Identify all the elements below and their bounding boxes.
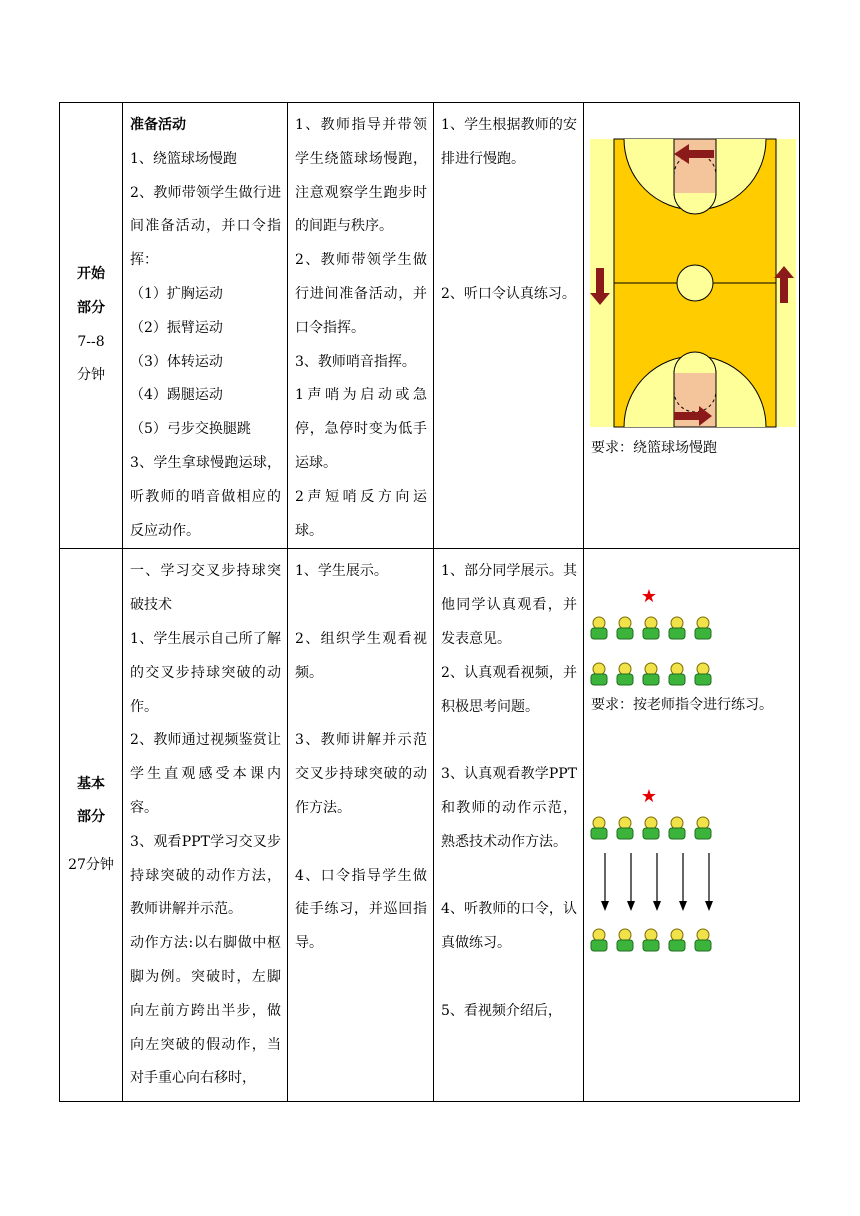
section-label: 基本 部分 27分钟 — [60, 549, 123, 1102]
student-row — [586, 661, 799, 687]
student-icon — [612, 661, 638, 687]
student-icon — [612, 815, 638, 841]
teacher-cell: 1、教师指导并带领学生绕篮球场慢跑，注意观察学生跑步时的间距与秩序。 2、教师带领学生做行进间准备活动，并口令指挥。 3、教师哨音指挥。 1声哨为启动或急停，急停时变为低手运球。 2声短哨反方向运球。 — [288, 103, 434, 549]
basketball-court-diagram — [584, 133, 800, 433]
arrow-down-icon — [592, 851, 618, 913]
arrow-down-icon — [644, 851, 670, 913]
lesson-plan-table — [59, 102, 800, 1102]
top-lane — [674, 139, 716, 195]
teacher-cell: 1、学生展示。 2、组织学生观看视频。 3、教师讲解并示范交叉步持球突破的动作方法。 4、口令指导学生做徒手练习，并巡回指导。 — [288, 549, 434, 1102]
teacher-star: ★ — [640, 786, 658, 808]
diagram-cell — [584, 549, 800, 1102]
diagram-caption: 要求：绕篮球场慢跑 — [591, 440, 717, 456]
student-icon — [612, 927, 638, 953]
arrow-down-icon — [670, 851, 696, 913]
student-icon — [586, 927, 612, 953]
student-icon — [638, 927, 664, 953]
diagram-cell — [584, 103, 800, 549]
student-row — [586, 615, 799, 641]
arrow-down-icon — [618, 851, 644, 913]
student-icon — [690, 661, 716, 687]
student-cell: 1、学生根据教师的安排进行慢跑。 2、听口令认真练习。 — [434, 103, 584, 549]
student-icon — [690, 815, 716, 841]
center-circle — [677, 265, 713, 301]
section-label: 开始 部分 7--8 分钟 — [60, 103, 123, 549]
student-icon — [638, 615, 664, 641]
movement-arrows — [592, 851, 799, 913]
student-row — [586, 815, 799, 841]
student-icon — [586, 661, 612, 687]
student-cell: 1、部分同学展示。其他同学认真观看，并发表意见。 2、认真观看视频，并积极思考问题。 3、认真观看教学PPT和教师的动作示范，熟悉技术动作方法。 4、听教师的口令，认真做练习。 5、看视频介绍后， — [434, 549, 584, 1102]
student-row — [586, 927, 799, 953]
student-icon — [664, 815, 690, 841]
content-heading: 准备活动 — [130, 117, 186, 133]
teacher-star: ★ — [640, 586, 658, 608]
arrow-down-icon — [696, 851, 722, 913]
content-cell: 准备活动 1、绕篮球场慢跑 2、教师带领学生做行进间准备活动，并口令指挥： （1）扩胸运动 （2）振臂运动 （3）体转运动 （4）踢腿运动 （5）弓步交换腿跳 3、学生拿球慢跑运球，听教师的哨音做相应的反应动作。 — [123, 103, 288, 549]
student-icon — [664, 927, 690, 953]
student-icon — [664, 661, 690, 687]
section-basic-row — [60, 549, 800, 1102]
student-icon — [690, 615, 716, 641]
content-cell: 一、学习交叉步持球突破技术 1、学生展示自己所了解的交叉步持球突破的动作。 2、教师通过视频鉴赏让学生直观感受本课内容。 3、观看PPT学习交叉步持球突破的动作方法，教师讲解并示范。 动作方法:以右脚做中枢脚为例。突破时，左脚向左前方跨出半步，做向左突破的假动作，当对手重心向右移时， — [123, 549, 288, 1102]
section-start-row — [60, 103, 800, 549]
student-icon — [586, 615, 612, 641]
student-icon — [690, 927, 716, 953]
student-icon — [664, 615, 690, 641]
student-icon — [638, 661, 664, 687]
student-icon — [638, 815, 664, 841]
student-icon — [586, 815, 612, 841]
diagram-caption: 要求：按老师指令进行练习。 — [591, 697, 773, 714]
student-icon — [612, 615, 638, 641]
